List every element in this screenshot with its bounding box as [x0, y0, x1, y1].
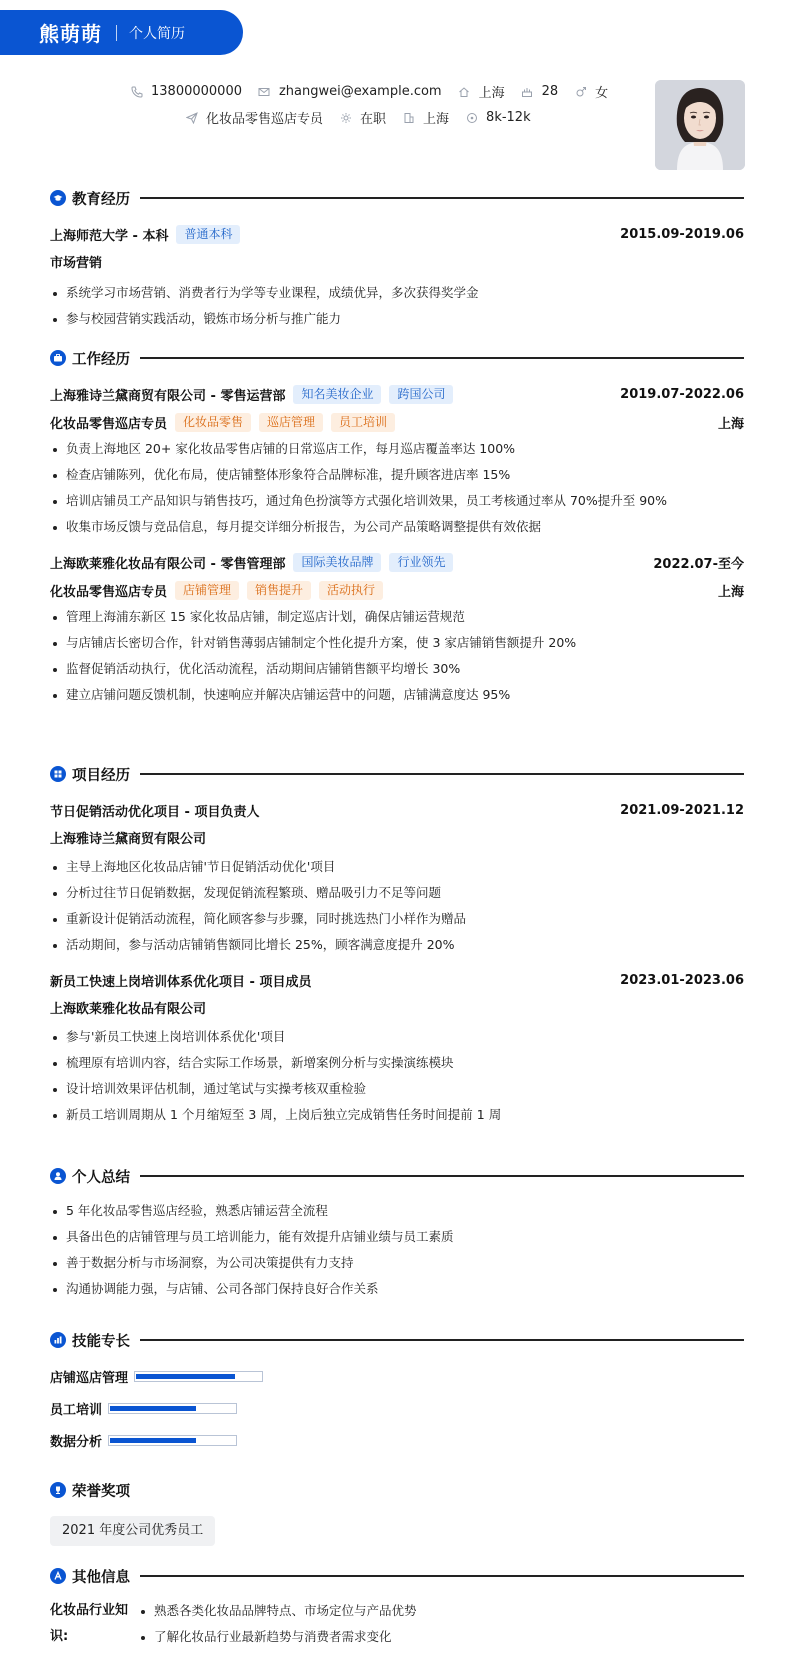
header-banner [0, 10, 243, 55]
cake-icon [521, 85, 534, 98]
skills-header [50, 1328, 744, 1352]
list-item: 收集市场反馈与竞品信息，每月提交详细分析报告，为公司产品策略调整提供有效依据 [50, 514, 744, 540]
company-tag: 国际美妆品牌 [293, 553, 381, 572]
skill-bar-fill [136, 1374, 235, 1379]
role-tag: 巡店管理 [259, 413, 323, 432]
contact-target-city [402, 108, 449, 127]
chart-icon [50, 1332, 66, 1348]
money-icon [465, 111, 478, 124]
role-tag: 店铺管理 [175, 581, 239, 600]
company-name: 上海欧莱雅化妆品有限公司 - 零售管理部 [50, 556, 286, 572]
contact-row-primary [130, 82, 624, 101]
building-icon [402, 111, 415, 124]
work-section [50, 346, 744, 708]
job-bullets [50, 436, 744, 540]
school-name: 上海师范大学 - 本科 [50, 228, 169, 244]
project-name: 新员工快速上岗培训体系优化项目 - 项目成员 [50, 974, 312, 990]
project-bullets [50, 854, 744, 958]
contact-email [258, 84, 442, 99]
work-header [50, 346, 744, 370]
job-date: 2022.07-至今 [653, 556, 744, 572]
section-divider [140, 357, 744, 359]
education-header [50, 186, 744, 210]
other-title: 其他信息 [72, 1569, 130, 1586]
education-entry-head [50, 224, 744, 244]
awards-list [50, 1516, 744, 1546]
skill-bar [134, 1371, 263, 1382]
project-org: 上海欧莱雅化妆品有限公司 [50, 1002, 207, 1017]
list-item: 检查店铺陈列，优化布局，使店铺整体形象符合品牌标准，提升顾客进店率 15% [50, 462, 744, 488]
list-item: 参与'新员工快速上岗培训体系优化'项目 [50, 1024, 744, 1050]
phone-text: 13800000000 [151, 84, 242, 99]
job-date: 2019.07-2022.06 [620, 386, 744, 402]
job-entry [50, 552, 744, 708]
other-info-bullets [138, 1598, 417, 1650]
phone-icon [130, 85, 143, 98]
project-date: 2023.01-2023.06 [620, 972, 744, 988]
project-org: 上海雅诗兰黛商贸有限公司 [50, 832, 207, 847]
age-text: 28 [541, 84, 559, 99]
status-icon [339, 111, 352, 124]
skill-bar-fill [110, 1406, 196, 1411]
job-entry [50, 384, 744, 540]
projects-header [50, 762, 744, 786]
list-item: 了解化妆品行业最新趋势与消费者需求变化 [138, 1624, 417, 1650]
skill-bar-fill [110, 1438, 196, 1443]
contact-age [521, 84, 559, 99]
skills-list [50, 1360, 744, 1456]
project-date: 2021.09-2021.12 [620, 802, 744, 818]
role-tag: 化妆品零售 [175, 413, 251, 432]
education-section [50, 186, 744, 332]
list-item: 5 年化妆品零售巡店经验，熟悉店铺运营全流程 [50, 1198, 744, 1224]
skills-section [50, 1328, 744, 1456]
email-text: zhangwei@example.com [278, 84, 442, 99]
list-item: 重新设计促销活动流程，简化顾客参与步骤，同时挑选热门小样作为赠品 [50, 906, 744, 932]
project-entry [50, 800, 744, 958]
awards-section [50, 1478, 744, 1546]
resume-title: 个人简历 [129, 25, 185, 42]
list-item: 监督促销活动执行，优化活动流程，活动期间店铺销售额平均增长 30% [50, 656, 744, 682]
salary-text: 8k-12k [486, 110, 531, 125]
list-item: 设计培训效果评估机制，通过笔试与实操考核双重检验 [50, 1076, 744, 1102]
section-divider [140, 1575, 744, 1577]
home-icon [458, 85, 471, 98]
education-date: 2015.09-2019.06 [620, 226, 744, 242]
skill-name: 店铺巡店管理 [50, 1370, 129, 1386]
award-chip: 2021 年度公司优秀员工 [50, 1516, 215, 1546]
company-tag: 知名美妆企业 [293, 385, 381, 404]
contact-city [458, 82, 505, 101]
contact-salary [465, 110, 531, 125]
section-divider [140, 197, 744, 199]
section-divider [140, 1339, 744, 1341]
skills-title: 技能专长 [72, 1333, 130, 1350]
project-name: 节日促销活动优化项目 - 项目负责人 [50, 804, 260, 820]
major-name: 市场营销 [50, 256, 103, 271]
list-item: 活动期间，参与活动店铺销售额同比增长 25%，顾客满意度提升 20% [50, 932, 744, 958]
other-section [50, 1564, 744, 1650]
skill-bar [108, 1403, 237, 1414]
list-item: 分析过往节日促销数据，发现促销流程繁琐、赠品吸引力不足等问题 [50, 880, 744, 906]
list-item: 善于数据分析与市场洞察，为公司决策提供有力支持 [50, 1250, 744, 1276]
job-location: 上海 [717, 416, 744, 432]
job-head [50, 384, 744, 404]
job-head [50, 552, 744, 572]
role-tag: 活动执行 [319, 581, 383, 600]
summary-section [50, 1164, 744, 1302]
summary-bullets [50, 1198, 744, 1302]
target-city-text: 上海 [423, 112, 450, 127]
section-divider [140, 773, 744, 775]
position-text: 化妆品零售巡店专员 [206, 112, 324, 127]
contact-status [339, 108, 386, 127]
job-role: 化妆品零售巡店专员 [50, 416, 168, 432]
list-item: 培训店铺员工产品知识与销售技巧，通过角色扮演等方式强化培训效果，员工考核通过率从 70%提升至 90% [50, 488, 744, 514]
summary-header [50, 1164, 744, 1188]
job-role-row [50, 412, 744, 432]
education-bullets [50, 280, 744, 332]
list-item: 负责上海地区 20+ 家化妆品零售店铺的日常巡店工作，每月巡店覆盖率达 100% [50, 436, 744, 462]
text-a-icon [50, 1568, 66, 1584]
other-info-row [50, 1598, 744, 1650]
gender-icon [574, 85, 587, 98]
awards-header [50, 1478, 744, 1502]
list-item: 梳理原有培训内容，结合实际工作场景，新增案例分析与实操演练模块 [50, 1050, 744, 1076]
list-item: 管理上海浦东新区 15 家化妆品店铺，制定巡店计划，确保店铺运营规范 [50, 604, 744, 630]
project-head [50, 800, 744, 820]
project-entry [50, 970, 744, 1128]
company-name: 上海雅诗兰黛商贸有限公司 - 零售运营部 [50, 388, 286, 404]
section-divider [140, 1175, 744, 1177]
other-info-label: 化妆品行业知识: [50, 1603, 129, 1644]
contact-gender [574, 82, 608, 101]
skill-name: 员工培训 [50, 1402, 103, 1418]
grid-icon [50, 766, 66, 782]
role-tag: 员工培训 [331, 413, 395, 432]
mail-icon [258, 85, 271, 98]
trophy-icon [50, 1482, 66, 1498]
section-divider [140, 1489, 744, 1491]
list-item: 参与校园营销实践活动，锻炼市场分析与推广能力 [50, 306, 744, 332]
summary-title: 个人总结 [72, 1169, 130, 1186]
list-item: 具备出色的店铺管理与员工培训能力，能有效提升店铺业绩与员工素质 [50, 1224, 744, 1250]
projects-section [50, 762, 744, 1128]
gender-text: 女 [595, 86, 609, 101]
briefcase-icon [50, 350, 66, 366]
contact-position [185, 108, 323, 127]
skill-name: 数据分析 [50, 1434, 103, 1450]
project-bullets [50, 1024, 744, 1128]
projects-title: 项目经历 [72, 767, 130, 784]
list-item: 系统学习市场营销、消费者行为学等专业课程，成绩优异，多次获得奖学金 [50, 280, 744, 306]
profile-photo [655, 80, 745, 170]
list-item: 熟悉各类化妆品品牌特点、市场定位与产品优势 [138, 1598, 417, 1624]
other-header [50, 1564, 744, 1588]
list-item: 新员工培训周期从 1 个月缩短至 3 周，上岗后独立完成销售任务时间提前 1 周 [50, 1102, 744, 1128]
user-icon [50, 1168, 66, 1184]
company-tag: 行业领先 [389, 553, 453, 572]
status-text: 在职 [360, 112, 387, 127]
work-title: 工作经历 [72, 351, 130, 368]
list-item: 沟通协调能力强，与店铺、公司各部门保持良好合作关系 [50, 1276, 744, 1302]
city-text: 上海 [478, 86, 505, 101]
awards-title: 荣誉奖项 [72, 1483, 130, 1500]
header-divider [116, 25, 117, 41]
skill-row [50, 1360, 744, 1392]
education-tag: 普通本科 [176, 225, 240, 244]
skill-row [50, 1424, 744, 1456]
skill-bar [108, 1435, 237, 1446]
graduation-cap-icon [50, 190, 66, 206]
role-tag: 销售提升 [247, 581, 311, 600]
education-title: 教育经历 [72, 191, 130, 208]
skill-row [50, 1392, 744, 1424]
candidate-name: 熊萌萌 [39, 22, 102, 46]
send-icon [185, 111, 198, 124]
project-head [50, 970, 744, 990]
job-bullets [50, 604, 744, 708]
list-item: 建立店铺问题反馈机制，快速响应并解决店铺运营中的问题，店铺满意度达 95% [50, 682, 744, 708]
company-tag: 跨国公司 [389, 385, 453, 404]
list-item: 主导上海地区化妆品店铺'节日促销活动优化'项目 [50, 854, 744, 880]
contact-row-secondary [185, 108, 547, 127]
job-location: 上海 [717, 584, 744, 600]
list-item: 与店铺店长密切合作，针对销售薄弱店铺制定个性化提升方案，使 3 家店铺销售额提升 20% [50, 630, 744, 656]
job-role-row [50, 580, 744, 600]
contact-phone [130, 84, 242, 99]
job-role: 化妆品零售巡店专员 [50, 584, 168, 600]
